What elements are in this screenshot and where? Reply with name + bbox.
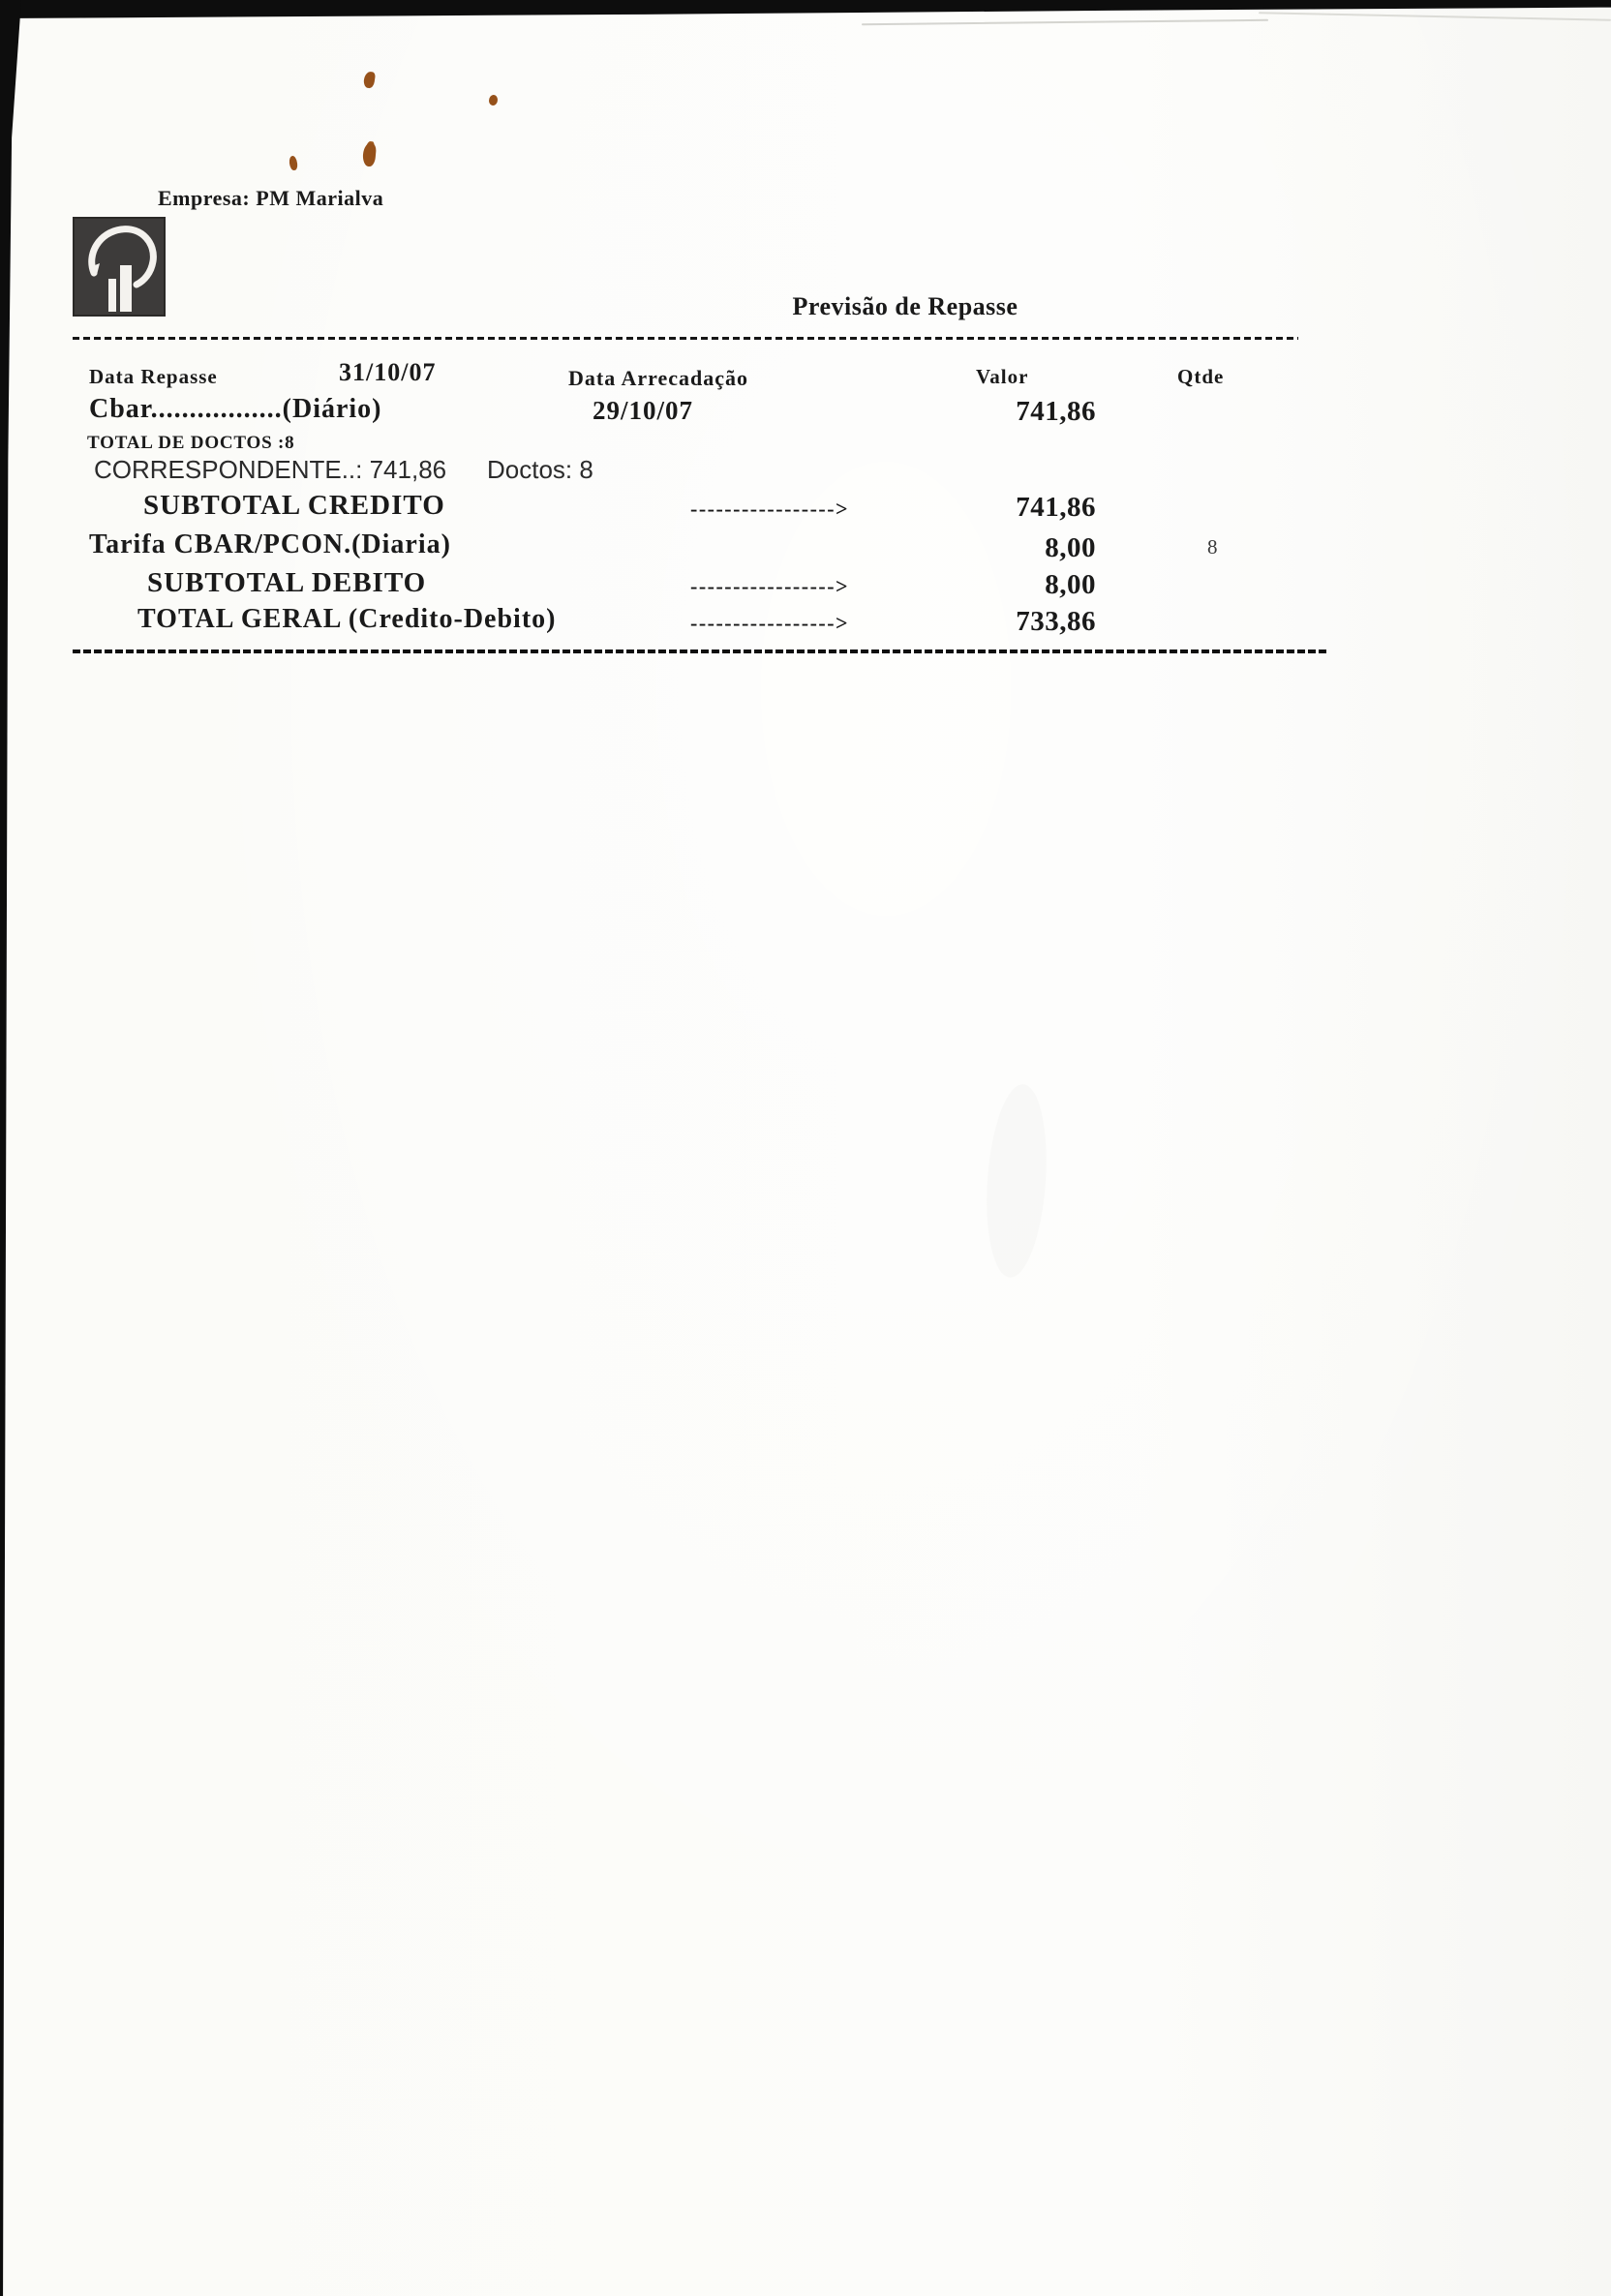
paper-crease [981,1082,1052,1280]
subtotal-debito-arrow: -----------------> [690,574,850,598]
subtotal-credito-label: SUBTOTAL CREDITO [143,490,445,521]
value-data-repasse: 31/10/07 [339,358,437,386]
paper-edge-shadow [862,19,1268,25]
bank-logo [73,217,166,317]
report-title: Previsão de Repasse [792,292,1018,320]
col-header-valor: Valor [976,365,1029,388]
col-header-data-repasse: Data Repasse [89,365,218,388]
row-cbar-label: Cbar.................(Diário) [89,394,382,424]
correspondente-line: CORRESPONDENTE..: 741,86 [94,455,447,484]
total-doctos-line: TOTAL DE DOCTOS :8 [87,433,295,453]
ink-speck [363,71,376,88]
dashed-divider-bottom [73,650,1329,653]
dashed-divider-top [73,337,1298,340]
subtotal-credito-valor: 741,86 [1016,492,1096,523]
ink-speck [362,142,377,166]
total-geral-valor: 733,86 [1016,606,1096,637]
correspondente-doctos: Doctos: 8 [487,455,593,484]
row-cbar-valor: 741,86 [1016,396,1096,427]
ink-speck [289,156,298,171]
total-geral-label: TOTAL GERAL (Credito-Debito) [137,604,557,634]
col-header-qtde: Qtde [1177,365,1225,388]
scan-edge-left [0,0,21,2296]
row-cbar-data-arrecadacao: 29/10/07 [593,396,694,425]
col-header-data-arrecadacao: Data Arrecadação [568,366,749,390]
paper-edge-shadow [1259,12,1611,21]
scan-edge-bottom [25,2288,1611,2296]
company-label: Empresa: PM Marialva [158,186,384,210]
tarifa-label: Tarifa CBAR/PCON.(Diaria) [89,529,451,559]
subtotal-debito-label: SUBTOTAL DEBITO [147,567,427,598]
tarifa-qtde: 8 [1207,535,1218,559]
tarifa-valor: 8,00 [1045,532,1096,563]
total-geral-arrow: -----------------> [690,611,850,635]
subtotal-debito-valor: 8,00 [1045,569,1096,600]
subtotal-credito-arrow: -----------------> [690,497,850,521]
ink-speck [489,95,498,106]
